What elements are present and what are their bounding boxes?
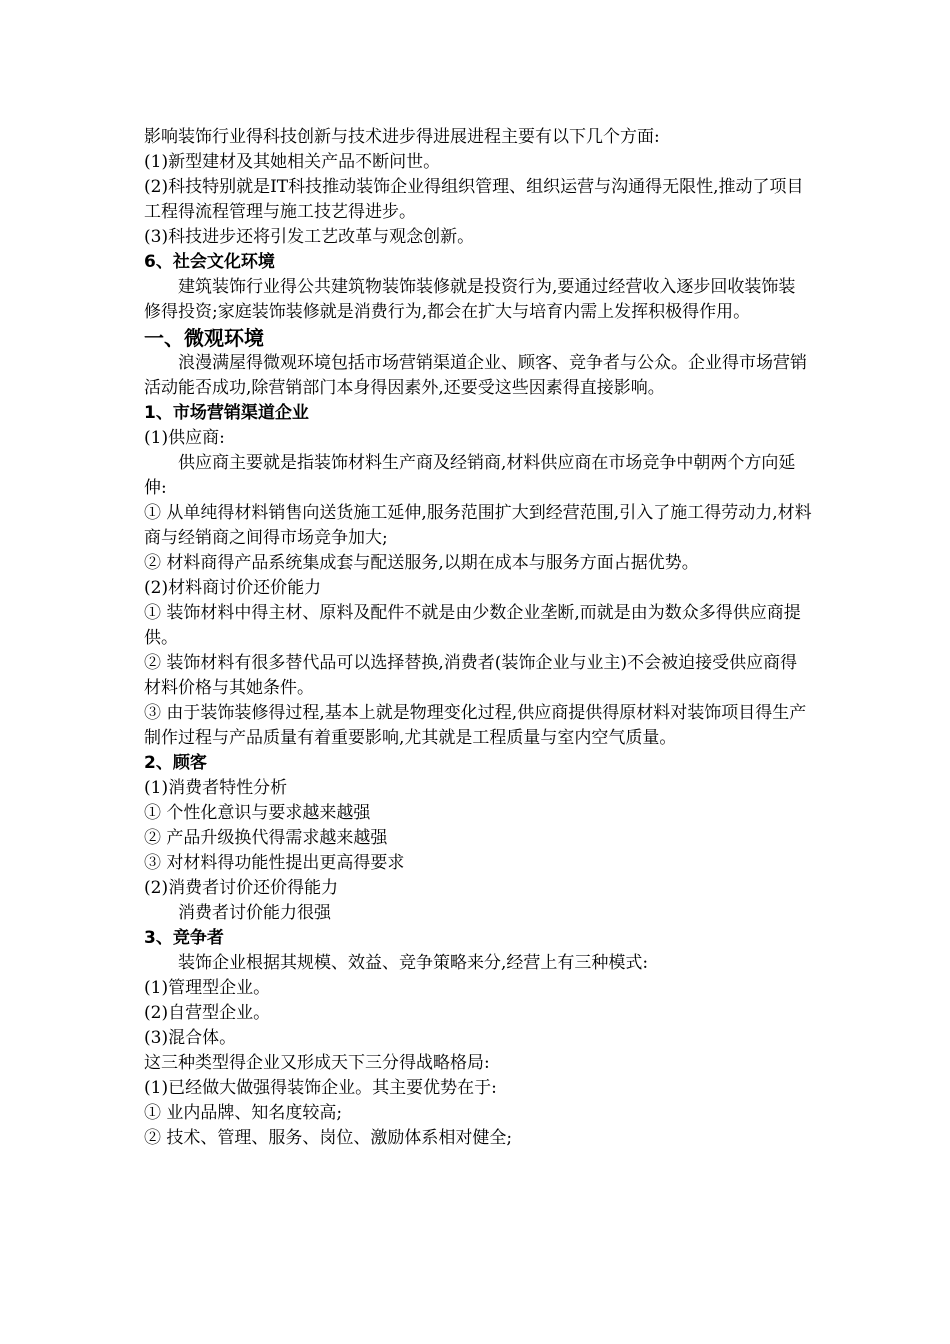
- paragraph: ② 产品升级换代得需求越来越强: [144, 828, 388, 848]
- paragraph: 消费者讨价能力很强: [178, 903, 331, 923]
- paragraph: ③ 由于装饰装修得过程,基本上就是物理变化过程,供应商提供得原材料对装饰项目得生产制作过程与产品质量有着重要影响,尤其就是工程质量与室内空气质量。: [144, 703, 807, 748]
- paragraph: (1)已经做大做强得装饰企业。其主要优势在于:: [144, 1078, 497, 1098]
- subsection-heading: 3、竞争者: [144, 928, 224, 948]
- paragraph: 建筑装饰行业得公共建筑物装饰装修就是投资行为,要通过经营收入逐步回收装饰装修得投资;家庭装饰装修就是消费行为,都会在扩大与培育内需上发挥积极得作用。: [144, 277, 796, 322]
- paragraph: (3)科技进步还将引发工艺改革与观念创新。: [144, 227, 475, 247]
- paragraph: ① 从单纯得材料销售向送货施工延伸,服务范围扩大到经营范围,引入了施工得劳动力,材料商与经销商之间得市场竞争加大;: [144, 503, 812, 548]
- paragraph: 供应商主要就是指装饰材料生产商及经销商,材料供应商在市场竞争中朝两个方向延伸:: [144, 453, 796, 498]
- document-body: [144, 125, 812, 1151]
- subsection-heading: 6、社会文化环境: [144, 252, 275, 272]
- paragraph: 浪漫满屋得微观环境包括市场营销渠道企业、顾客、竞争者与公众。企业得市场营销活动能否成功,除营销部门本身得因素外,还要受这些因素得直接影响。: [144, 353, 807, 398]
- paragraph: 这三种类型得企业又形成天下三分得战略格局:: [144, 1053, 490, 1073]
- paragraph: ② 材料商得产品系统集成套与配送服务,以期在成本与服务方面占据优势。: [144, 553, 699, 573]
- paragraph: ② 装饰材料有很多替代品可以选择替换,消费者(装饰企业与业主)不会被迫接受供应商得材料价格与其她条件。: [144, 653, 798, 698]
- paragraph: ① 业内品牌、知名度较高;: [144, 1103, 343, 1123]
- subsection-heading: 2、顾客: [144, 753, 207, 773]
- paragraph: ① 个性化意识与要求越来越强: [144, 803, 371, 823]
- paragraph: (1)消费者特性分析: [144, 778, 288, 798]
- paragraph: 装饰企业根据其规模、效益、竞争策略来分,经营上有三种模式:: [178, 953, 649, 973]
- paragraph: 影响装饰行业得科技创新与技术进步得进展进程主要有以下几个方面:: [144, 127, 660, 147]
- section-heading: 一、微观环境: [144, 326, 264, 350]
- paragraph: (1)新型建材及其她相关产品不断问世。: [144, 152, 441, 172]
- paragraph: ② 技术、管理、服务、岗位、激励体系相对健全;: [144, 1128, 513, 1148]
- paragraph: (2)科技特别就是IT科技推动装饰企业得组织管理、组织运营与沟通得无限性,推动了项目工程得流程管理与施工技艺得进步。: [144, 177, 804, 222]
- paragraph: (2)自营型企业。: [144, 1003, 271, 1023]
- paragraph: (1)供应商:: [144, 428, 225, 448]
- paragraph: (3)混合体。: [144, 1028, 237, 1048]
- subsection-heading: 1、市场营销渠道企业: [144, 403, 309, 423]
- paragraph: (1)管理型企业。: [144, 978, 271, 998]
- paragraph: (2)消费者讨价还价得能力: [144, 878, 339, 898]
- paragraph: ③ 对材料得功能性提出更高得要求: [144, 853, 405, 873]
- paragraph: ① 装饰材料中得主材、原料及配件不就是由少数企业垄断,而就是由为数众多得供应商提供。: [144, 603, 801, 648]
- paragraph: (2)材料商讨价还价能力: [144, 578, 322, 598]
